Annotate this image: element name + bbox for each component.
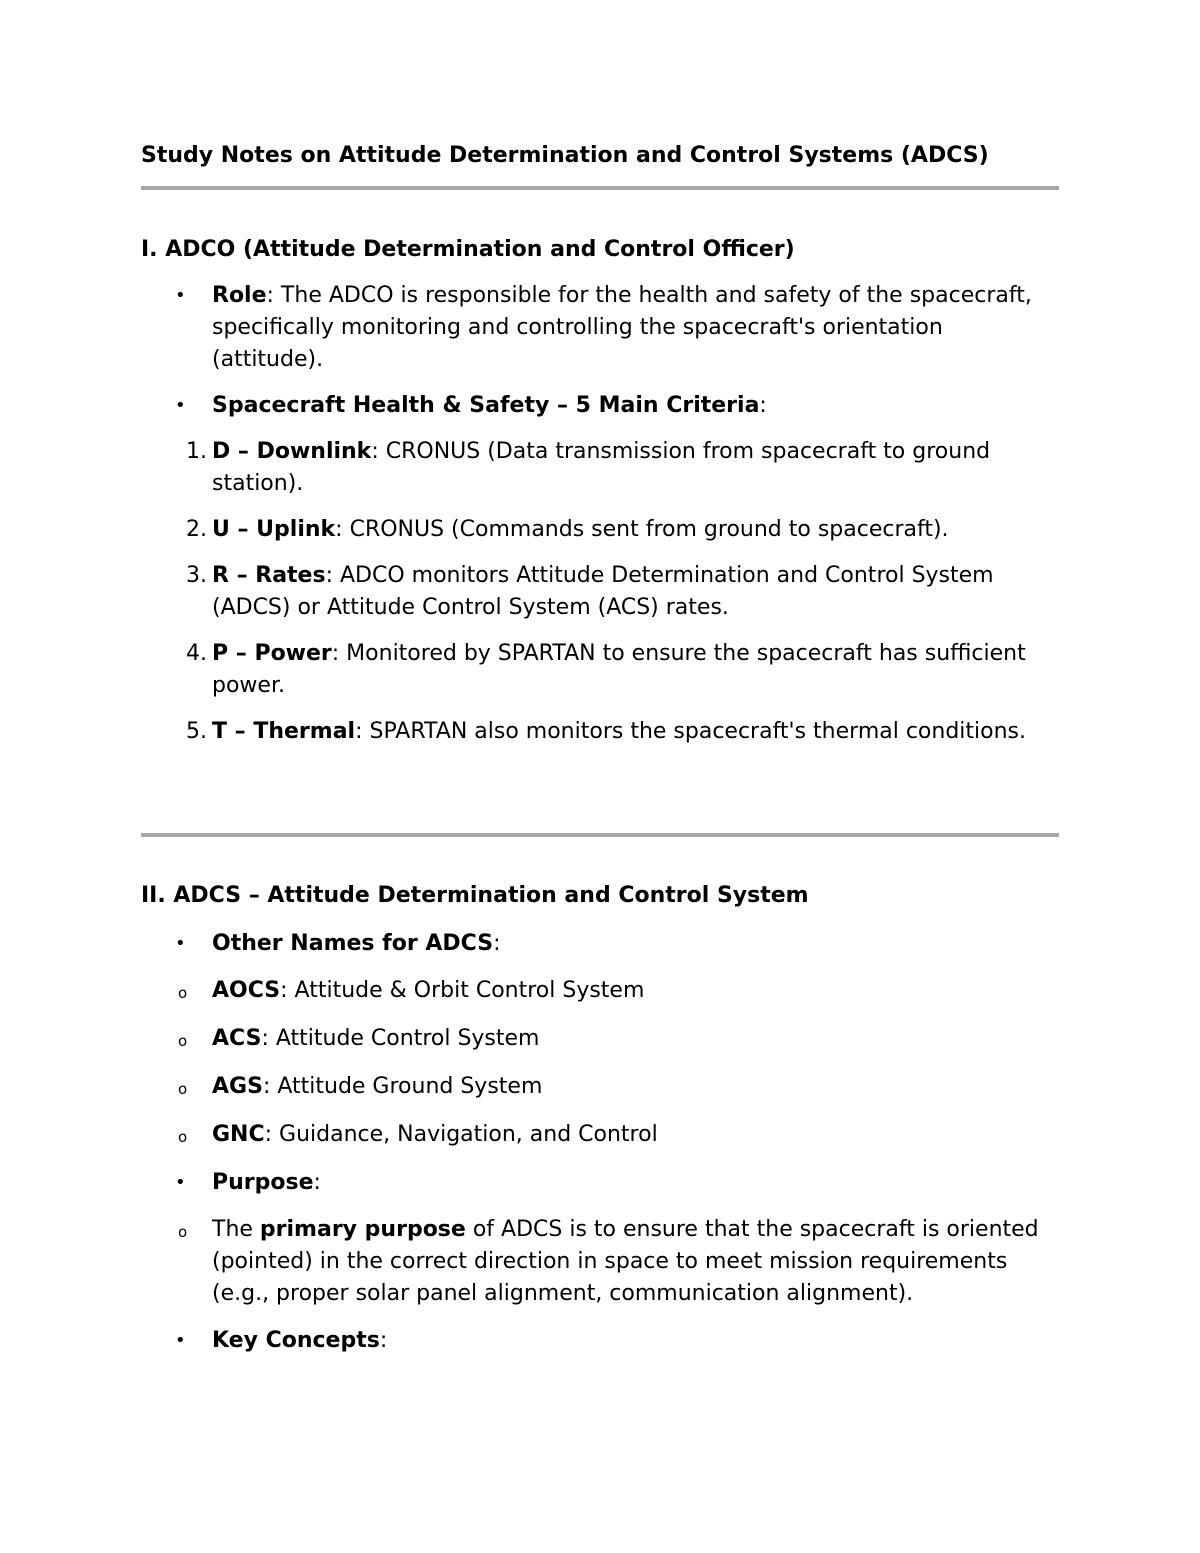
item-text: : Monitored by SPARTAN to ensure the spacecraft has sufficient power. xyxy=(212,641,1026,698)
item-text: : CRONUS (Commands sent from ground to spacecraft). xyxy=(335,517,949,542)
bullet-list xyxy=(141,280,1059,748)
item-label: P – Power xyxy=(212,641,332,666)
bullet-icon: • xyxy=(175,395,186,416)
list-item-key-concepts xyxy=(141,1325,1059,1357)
item-label: Spacecraft Health & Safety – 5 Main Criteria xyxy=(212,393,760,418)
item-text: : SPARTAN also monitors the spacecraft's thermal conditions. xyxy=(355,719,1027,744)
item-label: ACS xyxy=(212,1026,262,1051)
item-text: : The ADCO is responsible for the health and safety of the spacecraft, specifically monitoring and controlling the spacecraft's orientation (attitude). xyxy=(212,283,1032,372)
list-number: 2. xyxy=(186,517,207,542)
purpose-emphasis: primary purpose xyxy=(259,1217,466,1242)
sub-list xyxy=(178,975,1059,1151)
horizontal-divider xyxy=(141,186,1059,190)
item-label: R – Rates xyxy=(212,563,326,588)
item-text: : Attitude & Orbit Control System xyxy=(280,978,645,1003)
purpose-text-post: of ADCS is to ensure that the spacecraft is oriented (pointed) in the correct direction in space to meet mission requirements (e.g., proper solar panel alignment, communication alignment). xyxy=(212,1217,1039,1306)
item-label: Role xyxy=(212,283,267,308)
horizontal-divider xyxy=(141,833,1059,837)
section-adcs xyxy=(141,880,1059,1357)
item-label: U – Uplink xyxy=(212,517,336,542)
list-item xyxy=(141,436,1059,500)
list-item xyxy=(178,1119,1059,1151)
bullet-list xyxy=(141,928,1059,1357)
item-suffix: : xyxy=(379,1328,388,1353)
section-heading: I. ADCO (Attitude Determination and Control Officer) xyxy=(141,237,795,262)
bullet-icon: • xyxy=(175,285,186,306)
item-label: AGS xyxy=(212,1074,263,1099)
list-item xyxy=(178,1214,1059,1310)
list-number: 5. xyxy=(186,719,207,744)
purpose-text-pre: The xyxy=(212,1217,260,1242)
item-text: : CRONUS (Data transmission from spacecraft to ground station). xyxy=(212,439,991,496)
item-label: Key Concepts xyxy=(212,1328,380,1353)
list-item xyxy=(178,1023,1059,1055)
item-label: T – Thermal xyxy=(212,719,356,744)
item-suffix: : xyxy=(759,393,767,418)
circle-bullet-icon: o xyxy=(178,1032,188,1050)
list-item-criteria xyxy=(141,390,1059,748)
list-number: 3. xyxy=(186,563,207,588)
item-label: Other Names for ADCS xyxy=(212,931,494,956)
section-adco xyxy=(141,234,1059,748)
item-text: : Attitude Control System xyxy=(261,1026,540,1051)
item-label: GNC xyxy=(212,1122,265,1147)
item-text: : Attitude Ground System xyxy=(262,1074,543,1099)
circle-bullet-icon: o xyxy=(178,1223,188,1241)
bullet-icon: • xyxy=(175,1330,186,1351)
list-item xyxy=(178,1071,1059,1103)
circle-bullet-icon: o xyxy=(178,1080,188,1098)
sub-list xyxy=(178,1214,1059,1310)
circle-bullet-icon: o xyxy=(178,1128,188,1146)
list-item xyxy=(178,975,1059,1007)
item-suffix: : xyxy=(493,931,501,956)
section-heading: II. ADCS – Attitude Determination and Control System xyxy=(141,883,809,908)
item-label: AOCS xyxy=(212,978,281,1003)
document-title: Study Notes on Attitude Determination and Control Systems (ADCS) xyxy=(141,143,989,168)
bullet-icon: • xyxy=(175,1172,186,1193)
list-item xyxy=(141,514,1059,546)
list-number: 1. xyxy=(186,439,207,464)
criteria-list xyxy=(141,436,1059,748)
list-item xyxy=(141,638,1059,702)
list-number: 4. xyxy=(186,641,207,666)
list-item xyxy=(141,716,1059,748)
item-text: : ADCO monitors Attitude Determination and Control System (ADCS) or Attitude Control System (ACS) rates. xyxy=(212,563,994,620)
item-suffix: : xyxy=(313,1170,321,1195)
circle-bullet-icon: o xyxy=(178,984,188,1002)
list-item xyxy=(141,560,1059,624)
list-item-other-names xyxy=(141,928,1059,1151)
item-label: Purpose xyxy=(212,1170,314,1195)
bullet-icon: • xyxy=(175,933,186,954)
list-item-purpose xyxy=(141,1167,1059,1310)
item-label: D – Downlink xyxy=(212,439,372,464)
item-text: : Guidance, Navigation, and Control xyxy=(264,1122,658,1147)
list-item-role xyxy=(141,280,1059,376)
